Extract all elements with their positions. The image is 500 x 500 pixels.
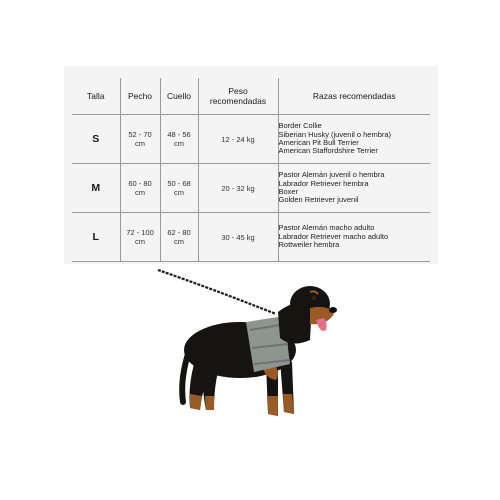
breed-item: American Staffordshire Terrier bbox=[278, 146, 378, 156]
size-chart-table bbox=[72, 78, 430, 262]
pecho-range: 60 - 80 bbox=[128, 179, 152, 188]
table-row bbox=[72, 213, 430, 262]
cuello-unit: cm bbox=[174, 188, 184, 197]
dog-nose bbox=[329, 307, 337, 313]
size-label: L bbox=[92, 231, 99, 243]
pecho-unit: cm bbox=[135, 237, 145, 246]
header-peso-line2: recomendadas bbox=[209, 96, 267, 106]
cuello-unit: cm bbox=[174, 139, 184, 148]
peso-value: 20 - 32 kg bbox=[198, 164, 278, 213]
pecho-unit: cm bbox=[135, 188, 145, 197]
breed-item: Pastor Alemán macho adulto bbox=[278, 223, 375, 233]
cuello-value bbox=[160, 115, 198, 164]
pecho-value bbox=[120, 213, 160, 262]
breed-item: Siberian Husky (juvenil o hembra) bbox=[278, 129, 392, 139]
header-peso bbox=[198, 78, 278, 115]
pecho-unit: cm bbox=[135, 139, 145, 148]
size-label: S bbox=[92, 133, 100, 145]
pecho-value bbox=[120, 115, 160, 164]
cuello-range: 48 - 56 bbox=[167, 130, 191, 139]
breed-item: Labrador Retriever macho adulto bbox=[278, 231, 389, 241]
breed-item: Rottweiler hembra bbox=[278, 240, 340, 250]
dog-illustration bbox=[150, 268, 350, 428]
cuello-range: 50 - 68 bbox=[167, 179, 191, 188]
pecho-value bbox=[120, 164, 160, 213]
peso-value: 30 - 45 kg bbox=[198, 213, 278, 262]
cuello-value bbox=[160, 164, 198, 213]
peso-value: 12 - 24 kg bbox=[198, 115, 278, 164]
breed-item: Golden Retriever juvenil bbox=[278, 195, 359, 205]
header-cuello: Cuello bbox=[160, 78, 198, 115]
razas-list bbox=[278, 164, 430, 213]
header-razas: Razas recomendadas bbox=[278, 78, 430, 115]
breed-item: Boxer bbox=[278, 187, 299, 196]
pecho-range: 72 - 100 bbox=[126, 228, 154, 237]
header-peso-line1: Peso bbox=[228, 86, 248, 96]
size-chart-panel bbox=[64, 66, 438, 264]
leash bbox=[158, 270, 276, 314]
table-header-row bbox=[72, 78, 430, 115]
breed-item: Border Collie bbox=[278, 121, 322, 131]
table-row bbox=[72, 164, 430, 213]
header-talla: Talla bbox=[87, 91, 105, 101]
size-label: M bbox=[91, 182, 101, 194]
dog-harness-image bbox=[150, 268, 350, 428]
breed-item: Pastor Alemán juvenil o hembra bbox=[278, 170, 385, 180]
cuello-value bbox=[160, 213, 198, 262]
razas-list bbox=[278, 115, 430, 164]
dog-tail bbox=[182, 354, 188, 402]
cuello-range: 62 - 80 bbox=[167, 228, 191, 237]
table-row bbox=[72, 115, 430, 164]
breed-item: American Pit Bull Terrier bbox=[278, 138, 359, 147]
header-pecho: Pecho bbox=[120, 78, 160, 115]
dog-tongue bbox=[316, 318, 327, 331]
cuello-unit: cm bbox=[174, 237, 184, 246]
razas-list bbox=[278, 213, 430, 262]
breed-item: Labrador Retriever hembra bbox=[278, 178, 369, 188]
pecho-range: 52 - 70 bbox=[128, 130, 152, 139]
dog-eye bbox=[312, 296, 316, 300]
